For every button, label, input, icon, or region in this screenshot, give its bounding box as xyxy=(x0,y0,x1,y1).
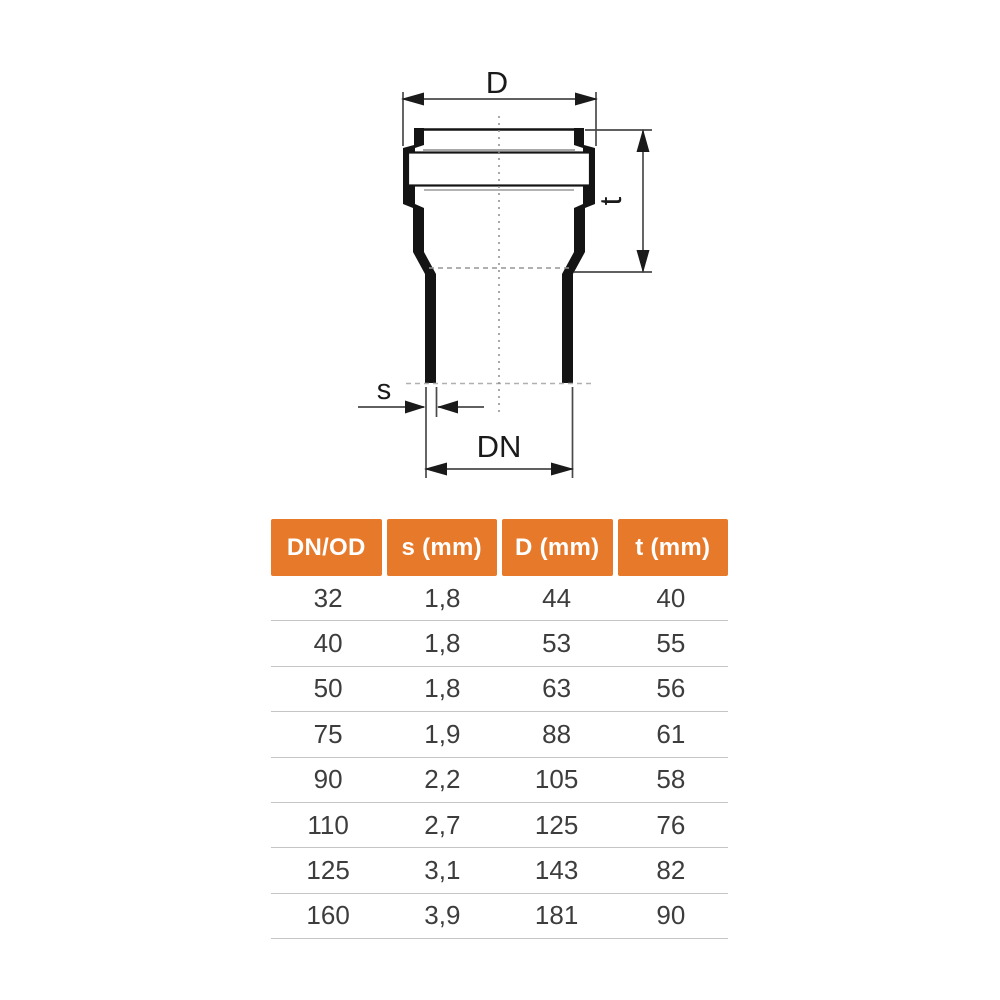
table-cell: 56 xyxy=(656,673,686,704)
table-header-s: s (mm) xyxy=(387,519,498,576)
table-cell: 1,8 xyxy=(424,582,461,613)
table-cell: 75 xyxy=(313,718,343,749)
table-cell: 32 xyxy=(313,582,343,613)
table-cell: 125 xyxy=(534,809,579,840)
table-cell: 76 xyxy=(656,809,686,840)
table-cell: 40 xyxy=(313,628,343,659)
table-cell: 3,1 xyxy=(424,855,461,886)
table-row xyxy=(271,848,728,893)
table-cell: 110 xyxy=(307,809,349,840)
table-cell: 44 xyxy=(542,582,572,613)
table-cell: 1,8 xyxy=(424,628,461,659)
table-row xyxy=(271,894,728,939)
table-cell: 105 xyxy=(534,764,579,795)
table-cell: 1,8 xyxy=(424,673,461,704)
dim-t-arrowhead-bottom xyxy=(637,250,650,273)
table-cell: 1,9 xyxy=(424,718,461,749)
dim-dn-arrowhead-left xyxy=(424,463,447,476)
table-cell: 181 xyxy=(534,900,579,931)
table-cell: 61 xyxy=(656,718,686,749)
table-cell: 90 xyxy=(656,900,686,931)
table-header-t: t (mm) xyxy=(618,519,729,576)
dim-s-label: s xyxy=(376,374,392,406)
table-cell: 50 xyxy=(313,673,343,704)
table-header-row xyxy=(271,519,728,576)
dim-t-arrowhead-top xyxy=(637,129,650,152)
table-cell: 2,7 xyxy=(424,809,461,840)
table-header-dn-od: DN/OD xyxy=(271,519,382,576)
dim-dn-arrowhead-right xyxy=(551,463,574,476)
table-cell: 40 xyxy=(656,582,686,613)
dimension-table xyxy=(271,519,728,939)
dim-d-label: D xyxy=(485,65,509,100)
table-cell: 55 xyxy=(656,628,686,659)
table-cell: 160 xyxy=(306,900,350,931)
table-cell: 82 xyxy=(656,855,686,886)
table-cell: 143 xyxy=(534,855,579,886)
table-cell: 90 xyxy=(313,764,343,795)
dim-dn-label: DN xyxy=(476,429,522,464)
table-body xyxy=(271,576,728,939)
table-row xyxy=(271,667,728,712)
dim-d-arrowhead-left xyxy=(401,93,424,106)
table-cell: 53 xyxy=(542,628,572,659)
table-cell: 2,2 xyxy=(424,764,461,795)
table-row xyxy=(271,621,728,666)
dim-s-arrowhead-left xyxy=(405,401,426,414)
table-row xyxy=(271,576,728,621)
table-row xyxy=(271,758,728,803)
table-row xyxy=(271,803,728,848)
table-cell: 3,9 xyxy=(424,900,461,931)
table-row xyxy=(271,712,728,757)
table-cell: 63 xyxy=(542,673,572,704)
table-cell: 58 xyxy=(656,764,686,795)
dim-t-label: t xyxy=(593,196,628,206)
table-cell: 88 xyxy=(542,718,572,749)
dim-s-arrowhead-right xyxy=(437,401,458,414)
dim-d-arrowhead-right xyxy=(575,93,598,106)
table-header-d: D (mm) xyxy=(502,519,613,576)
table-cell: 125 xyxy=(306,855,350,886)
